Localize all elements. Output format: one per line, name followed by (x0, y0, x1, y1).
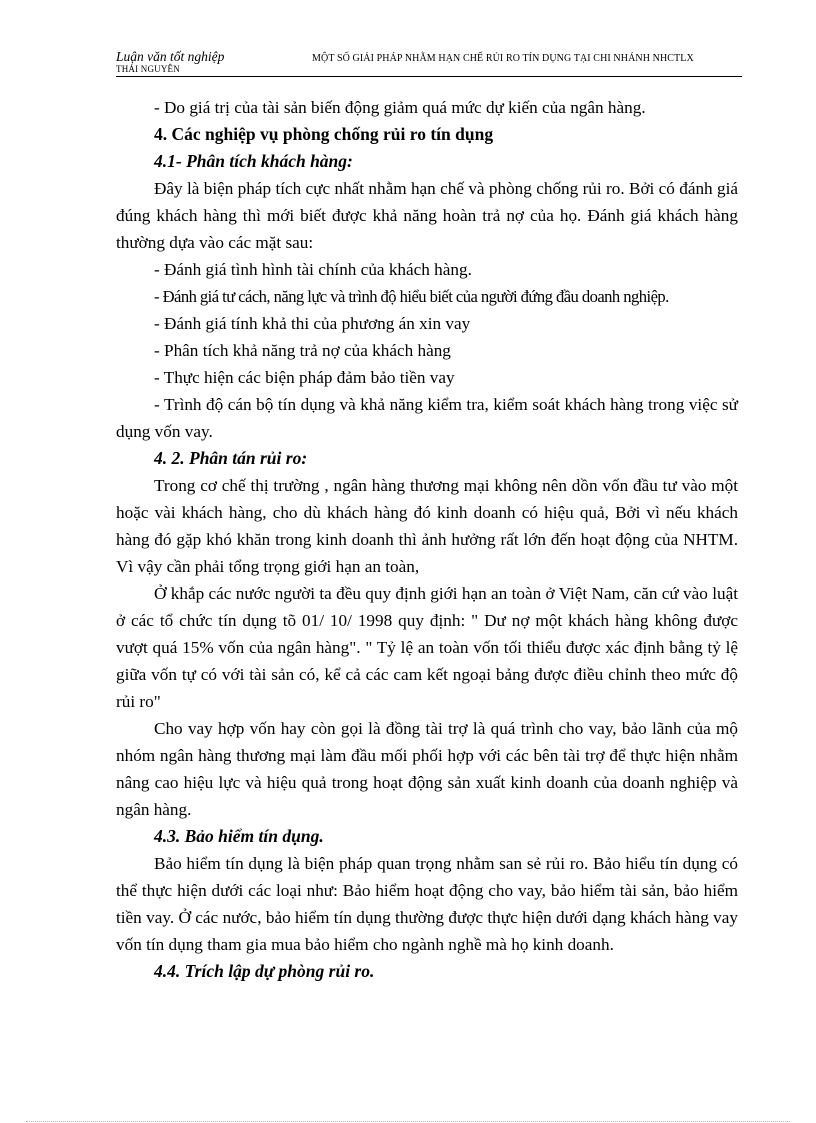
paragraph-4-3: Bảo hiểm tín dụng là biện pháp quan trọng nhằm san sẻ rủi ro. Bảo hiểu tín dụng có thể thực hiện dưới các loại như: Bảo hiểm hoạt động cho vay, bảo hiểm tài sản, bảo hiểm tiền vay. Ở các nước, bảo hiểm tín dụng thường được thực hiện dưới dạng khách hàng vay vốn tín dụng tham gia mua bảo hiểm cho ngành nghề mà họ kinh doanh. (116, 854, 738, 954)
page-body (116, 94, 738, 985)
section-4-3-heading: 4.3. Bảo hiểm tín dụng. (154, 826, 324, 846)
paragraph-4-2-b: Ở khắp các nước người ta đều quy định giới hạn an toàn ở Việt Nam, căn cứ vào luật ở các tổ chức tín dụng tõ 01/ 10/ 1998 quy định: " Dư nợ một khách hàng không được vượt quá 15% vốn của ngân hàng". " Tỷ lệ an toàn vốn tối thiểu được xác định bằng tỷ lệ giữa vốn tự có với tài sản có, kể cả các cam kết ngoại bảng được điều chỉnh theo mức độ rủi ro" (116, 584, 738, 711)
page-bottom-divider (26, 1121, 790, 1122)
bullet-4-1-4: - Phân tích khả năng trả nợ của khách hàng (154, 341, 451, 360)
header-university-label: THÁI NGUYÊN (116, 64, 180, 74)
bullet-line: - Do giá trị của tài sản biến động giảm quá mức dự kiến của ngân hàng. (154, 98, 646, 117)
bullet-4-1-5: - Thực hiện các biện pháp đảm bảo tiền vay (154, 368, 455, 387)
page-header (116, 50, 742, 77)
header-thesis-label: Luận văn tốt nghiệp (116, 49, 225, 64)
section-4-4-heading: 4.4. Trích lập dự phòng rủi ro. (154, 961, 375, 981)
section-4-2-heading: 4. 2. Phân tán rủi ro: (154, 448, 308, 468)
bullet-4-1-2: - Đánh giá tư cách, năng lực và trình độ hiểu biết của người đứng đầu doanh nghiệp. (154, 287, 669, 306)
section-4-heading: 4. Các nghiệp vụ phòng chống rủi ro tín dụng (154, 124, 494, 144)
bullet-4-1-3: - Đánh giá tính khả thi của phương án xin vay (154, 314, 471, 333)
bullet-4-1-1: - Đánh giá tình hình tài chính của khách hàng. (154, 260, 472, 279)
paragraph-4-1: Đây là biện pháp tích cực nhất nhằm hạn chế và phòng chống rủi ro. Bởi có đánh giá đúng khách hàng thì mới biết được khả năng hoàn trả nợ của họ. Đánh giá khách hàng thường dựa vào các mặt sau: (116, 179, 738, 252)
paragraph-4-2-a: Trong cơ chế thị trường , ngân hàng thương mại không nên dồn vốn đầu tư vào một hoặc vài khách hàng, cho dù khách hàng đó kinh doanh có hiệu quả, Bởi vì nếu khách hàng đó gặp khó khăn trong kinh doanh thì ảnh hưởng rất lớn đến hoạt động của NHTM. Vì vậy cần phải tổng trọng giới hạn an toàn, (116, 476, 738, 576)
paragraph-4-1-last: - Trình độ cán bộ tín dụng và khả năng kiểm tra, kiểm soát khách hàng trong việc sử dụng vốn vay. (116, 395, 738, 441)
paragraph-4-2-c: Cho vay hợp vốn hay còn gọi là đồng tài trợ là quá trình cho vay, bảo lãnh của mộ nhóm ngân hàng thương mại làm đầu mối phối hợp với các bên tài trợ để thực hiện nhằm nâng cao hiệu lực và hiệu quả trong hoạt động sản xuất kinh doanh của doanh nghiệp và ngân hàng. (116, 719, 738, 819)
header-document-title: MỘT SỐ GIẢI PHÁP NHẰM HẠN CHẾ RỦI RO TÍN DỤNG TẠI CHI NHÁNH NHCTLX (312, 53, 694, 64)
section-4-1-heading: 4.1- Phân tích khách hàng: (154, 151, 353, 171)
header-left (116, 50, 224, 75)
